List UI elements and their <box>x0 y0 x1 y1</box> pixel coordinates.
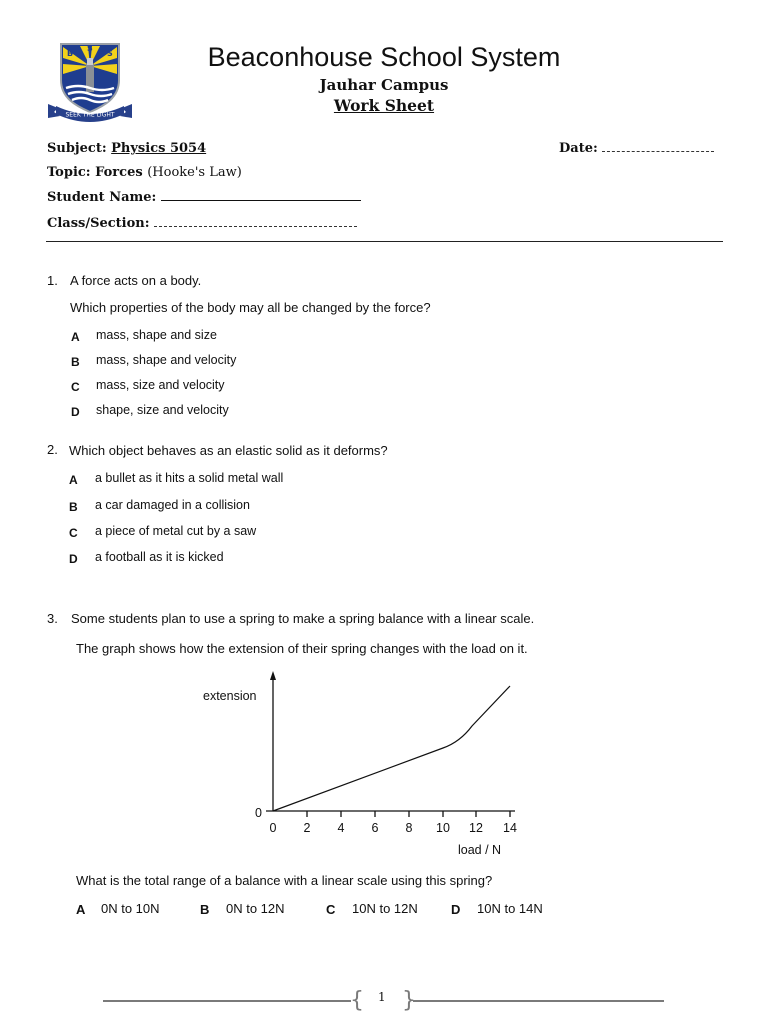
svg-text:S: S <box>107 49 113 58</box>
q2-option-d-text: a football as it is kicked <box>95 550 224 564</box>
topic-label: Topic: Forces <box>47 165 143 180</box>
svg-text:0: 0 <box>269 821 277 835</box>
q3-option-b-text: 0N to 12N <box>226 901 285 916</box>
svg-text:6: 6 <box>371 821 379 835</box>
date-label: Date: <box>559 141 598 156</box>
extension-load-graph <box>190 668 530 868</box>
date-input[interactable] <box>602 151 714 152</box>
right-brace-icon: } <box>402 988 416 1013</box>
svg-text:0: 0 <box>255 806 262 820</box>
q2-number: 2. <box>47 442 58 457</box>
y-axis-label: extension <box>203 689 257 703</box>
sheet-title: Work Sheet <box>333 96 435 115</box>
svg-text:14: 14 <box>503 821 517 835</box>
svg-text:10: 10 <box>436 821 450 835</box>
left-brace-icon: { <box>350 988 364 1013</box>
header-divider <box>46 241 723 242</box>
q2-stem: Which object behaves as an elastic solid as it deforms? <box>69 443 388 458</box>
svg-text:B: B <box>67 49 74 58</box>
topic-extra: (Hooke's Law) <box>147 165 242 180</box>
subject-label: Subject: <box>47 141 107 156</box>
campus-name: Jauhar Campus <box>319 76 449 94</box>
footer-line-right <box>413 1000 664 1002</box>
q2-option-a-text: a bullet as it hits a solid metal wall <box>95 471 284 485</box>
q3-option-d-text: 10N to 14N <box>477 901 543 916</box>
subject-value: Physics 5054 <box>111 141 207 156</box>
subject-field <box>47 141 206 156</box>
q1-option-b-text: mass, shape and velocity <box>96 353 237 367</box>
q2-option-c[interactable]: C <box>69 526 78 540</box>
svg-text:S: S <box>87 44 93 53</box>
q1-option-c-text: mass, size and velocity <box>96 378 225 392</box>
q3-option-a-text: 0N to 10N <box>101 901 160 916</box>
class-section-field <box>47 216 357 231</box>
q1-option-d-text: shape, size and velocity <box>96 403 229 417</box>
svg-text:12: 12 <box>469 821 483 835</box>
q1-option-b[interactable]: B <box>71 355 80 369</box>
logo-motto: SEEK THE LIGHT <box>65 111 115 119</box>
q3-number: 3. <box>47 611 58 626</box>
svg-text:2: 2 <box>303 821 311 835</box>
q2-option-c-text: a piece of metal cut by a saw <box>95 524 257 538</box>
q2-option-b-text: a car damaged in a collision <box>95 498 250 512</box>
student-name-label: Student Name: <box>47 190 157 205</box>
q1-option-d[interactable]: D <box>71 405 80 419</box>
svg-text:4: 4 <box>337 821 345 835</box>
svg-text:8: 8 <box>405 821 413 835</box>
y-axis-arrow-icon <box>270 671 276 680</box>
q3-stem: Some students plan to use a spring to make a spring balance with a linear scale. <box>71 611 535 626</box>
q2-option-a[interactable]: A <box>69 473 78 487</box>
q3-option-a[interactable]: A <box>76 902 86 917</box>
q1-option-a[interactable]: A <box>71 330 80 344</box>
q1-option-c[interactable]: C <box>71 380 80 394</box>
q1-stem: A force acts on a body. <box>70 273 202 288</box>
q1-number: 1. <box>47 273 58 288</box>
x-axis-label: load / N <box>458 843 502 857</box>
class-section-input[interactable] <box>154 226 357 227</box>
q1-option-a-text: mass, shape and size <box>96 328 217 342</box>
student-name-input[interactable] <box>161 200 361 201</box>
page-number: 1 <box>378 990 386 1004</box>
q3-graph-intro: The graph shows how the extension of their spring changes with the load on it. <box>76 641 528 656</box>
extension-curve <box>273 686 510 811</box>
footer-line-left <box>103 1000 351 1002</box>
q3-option-d[interactable]: D <box>451 902 461 917</box>
q3-prompt: What is the total range of a balance with a linear scale using this spring? <box>76 873 493 888</box>
q2-option-d[interactable]: D <box>69 552 78 566</box>
q2-option-b[interactable]: B <box>69 500 78 514</box>
q1-prompt: Which properties of the body may all be changed by the force? <box>70 300 431 315</box>
class-section-label: Class/Section: <box>47 216 150 231</box>
q3-option-c-text: 10N to 12N <box>352 901 418 916</box>
q3-option-b[interactable]: B <box>200 902 210 917</box>
school-name: Beaconhouse School System <box>207 42 561 72</box>
student-name-field <box>47 190 361 205</box>
q3-option-c[interactable]: C <box>326 902 336 917</box>
date-field <box>559 141 714 156</box>
topic-field <box>47 165 242 180</box>
